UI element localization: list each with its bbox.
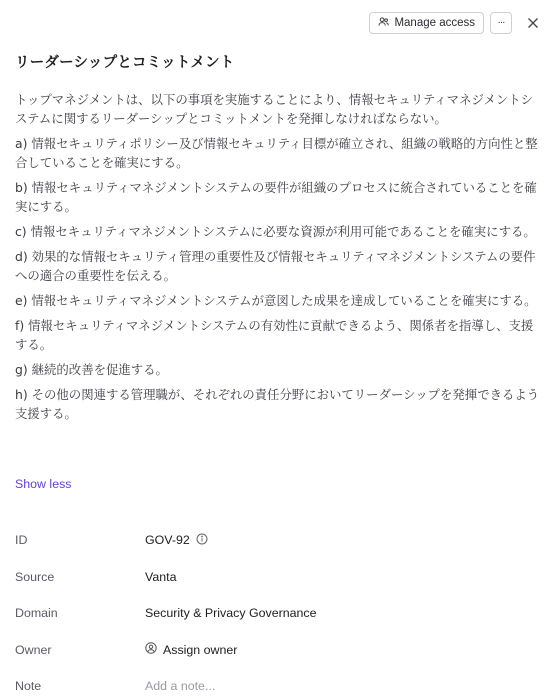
description-item: b) 情報セキュリティマネジメントシステムの要件が組織のプロセスに統合されていることを確実にする。 [15,180,537,214]
description-paragraph: トップマネジメントは、以下の事項を実施することにより、情報セキュリティマネジメントシステムに関するリーダーシップとコミットメントを発揮しなければならない。 [15,92,534,126]
domain-value: Security & Privacy Governance [145,606,317,621]
header-actions [369,12,544,34]
more-icon: ··· [497,17,505,28]
manage-access-button[interactable] [369,12,484,34]
description-item: f) 情報セキュリティマネジメントシステムの有効性に貢献できるよう、関係者を指導し、支援する。 [15,318,534,352]
description-item: e) 情報セキュリティマネジメントシステムが意図した成果を達成していることを確実にする。 [15,293,537,308]
detail-row-source [15,559,543,596]
detail-row-domain [15,595,543,632]
description-item: h) その他の関連する管理職が、それぞれの責任分野においてリーダーシップを発揮できるよう支援する。 [15,387,540,421]
description-item: c) 情報セキュリティマネジメントシステムに必要な資源が利用可能であることを確実にする。 [15,224,536,239]
close-button[interactable] [522,12,544,34]
users-icon [378,16,389,30]
id-label: ID [15,533,28,548]
user-circle-icon [145,642,157,657]
page-title: リーダーシップとコミットメント [15,55,235,71]
show-less-link[interactable]: Show less [15,477,72,491]
detail-row-id [15,522,543,559]
description-item: d) 効果的な情報セキュリティ管理の重要性及び情報セキュリティマネジメントシステムの要件への適合の重要性を伝える。 [15,249,536,283]
assign-owner-button[interactable] [145,642,237,657]
more-options-button[interactable] [490,12,512,34]
info-icon[interactable] [196,533,208,548]
note-label: Note [15,679,42,694]
id-value [145,533,208,548]
assign-owner-label: Assign owner [163,642,238,657]
note-input[interactable]: Add a note... [145,679,216,694]
source-label: Source [15,569,55,584]
source-value: Vanta [145,569,177,584]
detail-row-note [15,668,543,697]
close-icon [527,14,539,33]
owner-label: Owner [15,642,52,657]
domain-label: Domain [15,606,58,621]
description-item: g) 継続的改善を促進する。 [15,362,168,377]
description-item: a) 情報セキュリティポリシー及び情報セキュリティ目標が確立され、組織の戦略的方向性と整合していることを確実にする。 [15,136,538,170]
control-description [15,90,543,429]
detail-row-owner [15,632,543,669]
id-text: GOV-92 [145,533,190,548]
manage-access-label: Manage access [394,17,475,29]
control-details [15,522,543,697]
